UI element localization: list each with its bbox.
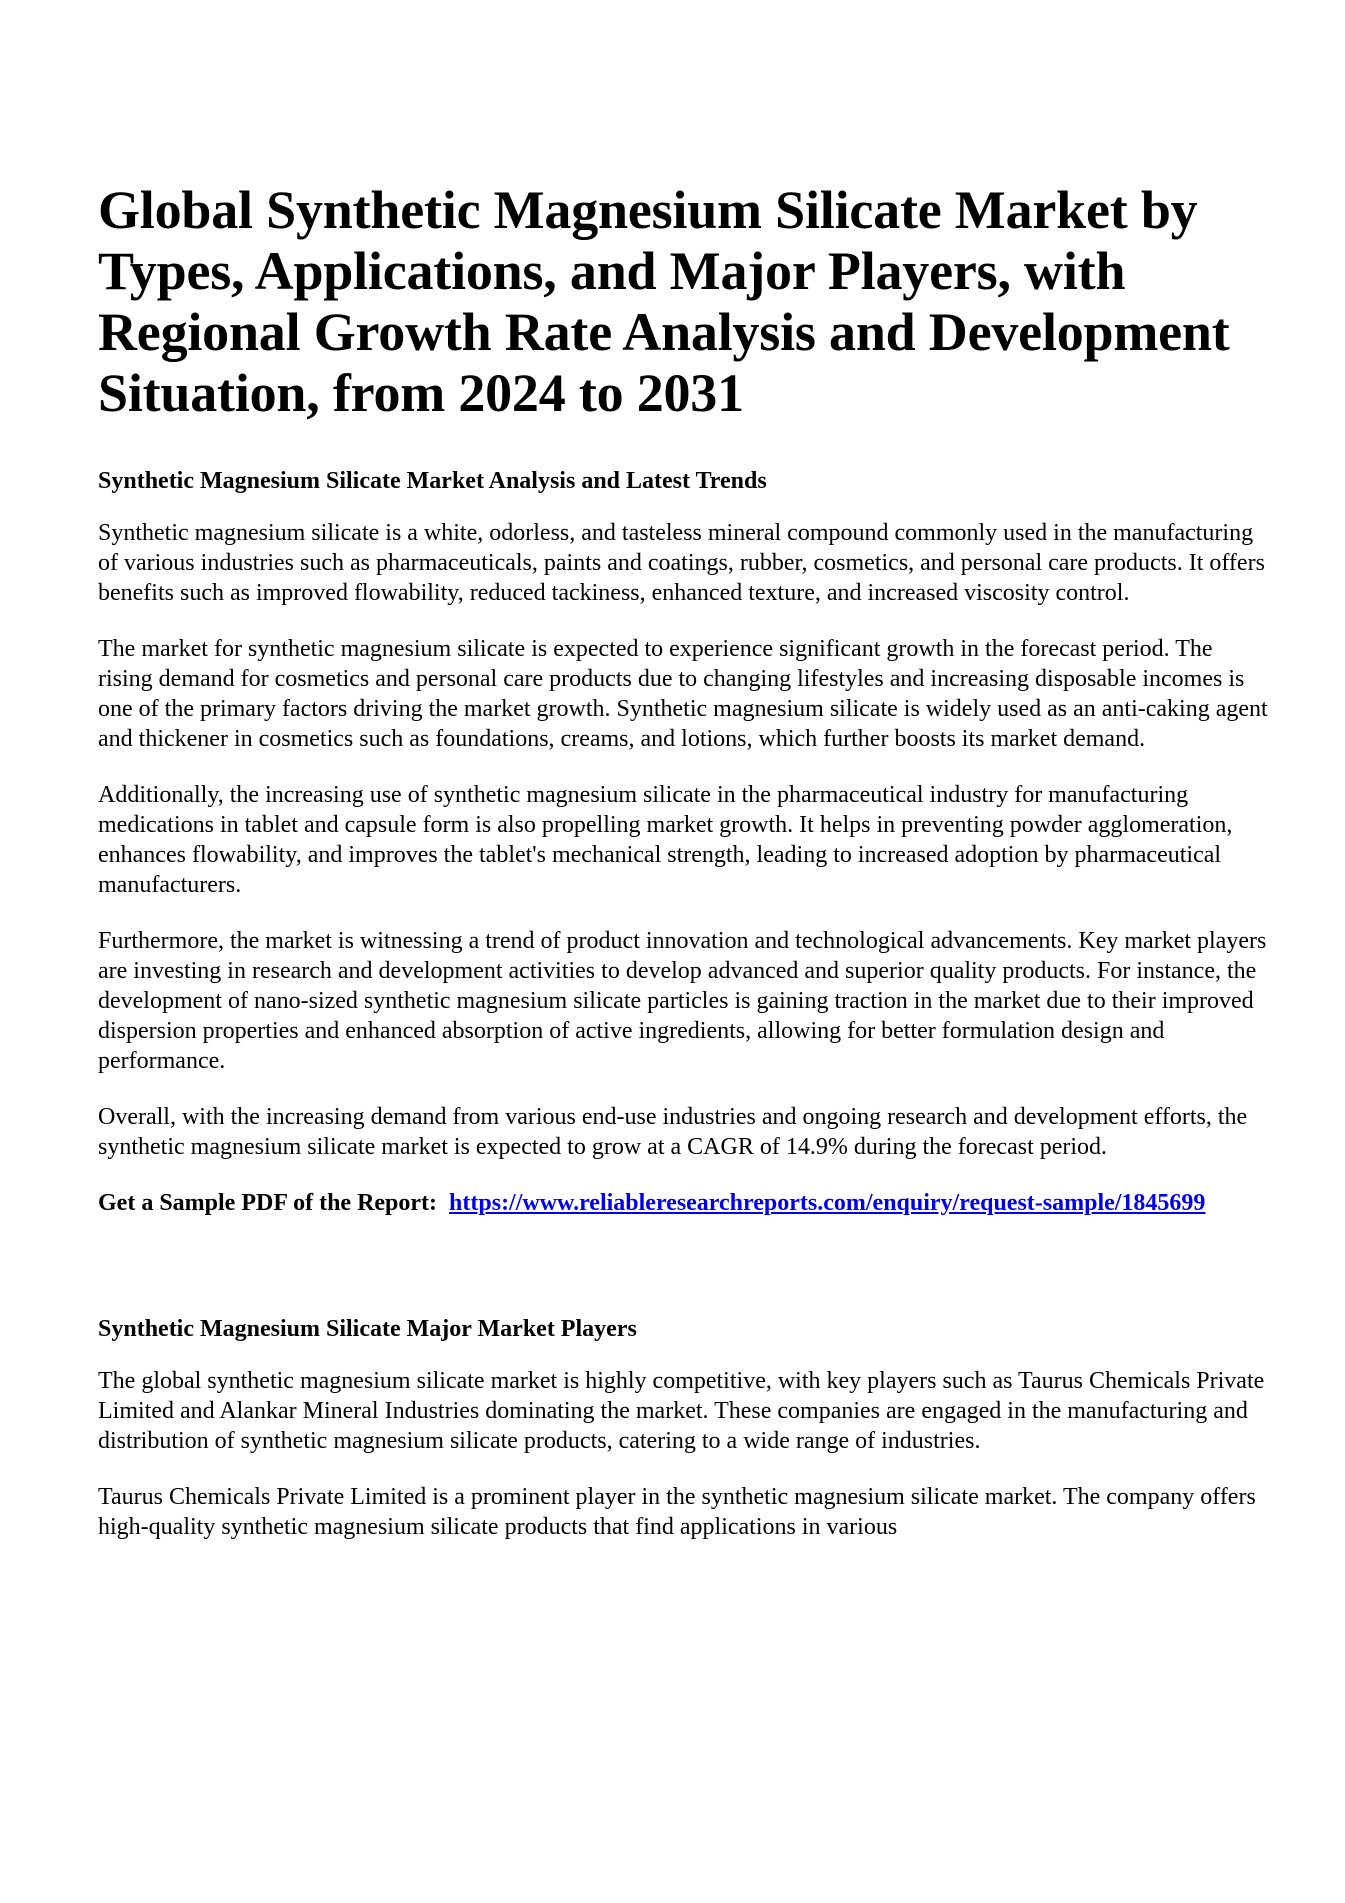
section-spacer	[98, 1218, 1268, 1314]
paragraph: Furthermore, the market is witnessing a trend of product innovation and technological advancements. Key market players are investing in research and development activities to develop advanced and superior quality products. For instance, the development of nano-sized synthetic magnesium silicate particles is gaining traction in the market due to their improved dispersion properties and enhanced absorption of active ingredients, allowing for better formulation design and performance.	[98, 928, 1267, 1074]
paragraph: Taurus Chemicals Private Limited is a prominent player in the synthetic magnesium silicate market. The company offers high-quality synthetic magnesium silicate products that find applications in various	[98, 1484, 1256, 1540]
sample-pdf-line	[98, 1188, 1268, 1218]
sample-pdf-link[interactable]: https://www.reliableresearchreports.com/enquiry/request-sample/1845699	[449, 1190, 1206, 1216]
paragraph: The market for synthetic magnesium silicate is expected to experience significant growth in the forecast period. The rising demand for cosmetics and personal care products due to changing lifestyles and increasing disposable incomes is one of the primary factors driving the market growth. Synthetic magnesium silicate is widely used as an anti-caking agent and thickener in cosmetics such as foundations, creams, and lotions, which further boosts its market demand.	[98, 636, 1268, 752]
document-page	[98, 180, 1268, 1568]
sample-pdf-label: Get a Sample PDF of the Report:	[98, 1190, 438, 1216]
paragraph: Overall, with the increasing demand from various end-use industries and ongoing research and development efforts, the synthetic magnesium silicate market is expected to grow at a CAGR of 14.9% during the forecast period.	[98, 1104, 1248, 1160]
section-heading-trends: Synthetic Magnesium Silicate Market Analysis and Latest Trends	[98, 468, 767, 494]
section-heading-players: Synthetic Magnesium Silicate Major Market Players	[98, 1316, 637, 1342]
document-title: Global Synthetic Magnesium Silicate Market by Types, Applications, and Major Players, with Regional Growth Rate Analysis and Development Situation, from 2024 to 2031	[98, 180, 1230, 423]
paragraph: Additionally, the increasing use of synthetic magnesium silicate in the pharmaceutical industry for manufacturing medications in tablet and capsule form is also propelling market growth. It helps in preventing powder agglomeration, enhances flowability, and improves the tablet's mechanical strength, leading to increased adoption by pharmaceutical manufacturers.	[98, 782, 1233, 898]
paragraph: Synthetic magnesium silicate is a white, odorless, and tasteless mineral compound commonly used in the manufacturing of various industries such as pharmaceuticals, paints and coatings, rubber, cosmetics, and personal care products. It offers benefits such as improved flowability, reduced tackiness, enhanced texture, and increased viscosity control.	[98, 520, 1265, 606]
paragraph: The global synthetic magnesium silicate market is highly competitive, with key players such as Taurus Chemicals Private Limited and Alankar Mineral Industries dominating the market. These companies are engaged in the manufacturing and distribution of synthetic magnesium silicate products, catering to a wide range of industries.	[98, 1368, 1265, 1454]
